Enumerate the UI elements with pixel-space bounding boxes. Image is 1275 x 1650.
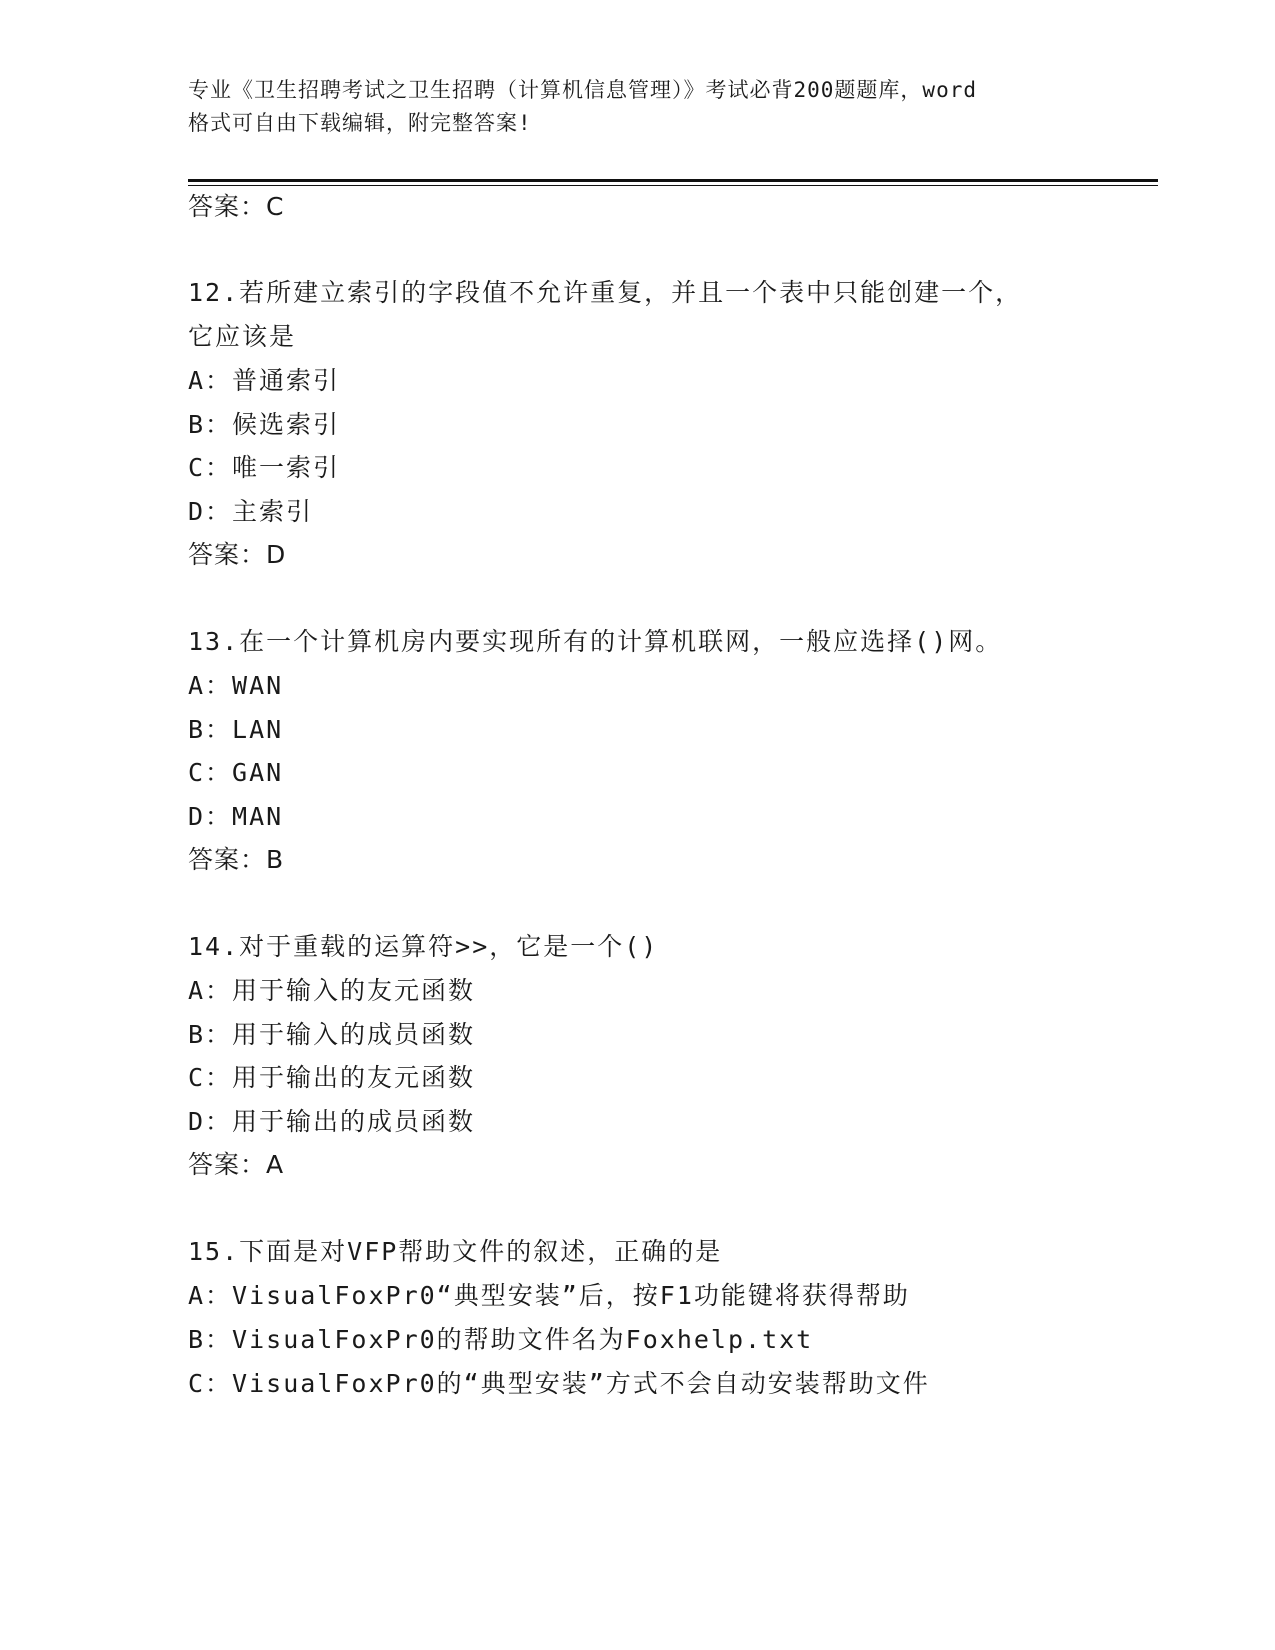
question-12-option-b: B：候选索引 (188, 410, 341, 439)
question-13-option-d: D：MAN (188, 802, 284, 831)
question-14-option-a: A：用于输入的友元函数 (188, 976, 476, 1005)
question-13-stem: 13.在一个计算机房内要实现所有的计算机联网，一般应选择()网。 (188, 627, 1003, 656)
question-14-option-b: B：用于输入的成员函数 (188, 1020, 476, 1049)
question-13-option-a: A：WAN (188, 671, 284, 700)
header-rule-thick (188, 179, 1158, 182)
header-line-1: 专业《卫生招聘考试之卫生招聘（计算机信息管理）》考试必背200题题库，word (188, 78, 977, 102)
previous-answer: 答案：C (188, 192, 285, 221)
question-12-option-a: A：普通索引 (188, 366, 341, 395)
question-15-option-c: C：VisualFoxPr0的“典型安装”方式不会自动安装帮助文件 (188, 1369, 930, 1398)
question-12-option-c: C：唯一索引 (188, 453, 341, 482)
question-13-option-c: C：GAN (188, 758, 284, 787)
question-13-option-b: B：LAN (188, 715, 284, 744)
question-12-option-d: D：主索引 (188, 497, 314, 526)
question-14-option-c: C：用于输出的友元函数 (188, 1063, 476, 1092)
question-14-option-d: D：用于输出的成员函数 (188, 1107, 476, 1136)
question-14-stem: 14.对于重载的运算符>>，它是一个() (188, 932, 659, 961)
question-15-option-a: A：VisualFoxPr0“典型安装”后，按F1功能键将获得帮助 (188, 1281, 910, 1310)
question-14-answer: 答案：A (188, 1150, 285, 1179)
question-12-stem-line-2: 它应该是 (188, 322, 297, 351)
header-rule-thin (188, 185, 1158, 186)
question-15-stem: 15.下面是对VFP帮助文件的叙述，正确的是 (188, 1237, 723, 1266)
question-12-answer: 答案：D (188, 540, 287, 569)
document-header (188, 74, 1088, 140)
question-15-option-b: B：VisualFoxPr0的帮助文件名为Foxhelp.txt (188, 1325, 814, 1354)
question-13-answer: 答案：B (188, 845, 285, 874)
header-line-2: 格式可自由下载编辑，附完整答案! (188, 111, 532, 135)
question-12-stem-line-1: 12.若所建立索引的字段值不允许重复，并且一个表中只能创建一个， (188, 278, 1023, 307)
